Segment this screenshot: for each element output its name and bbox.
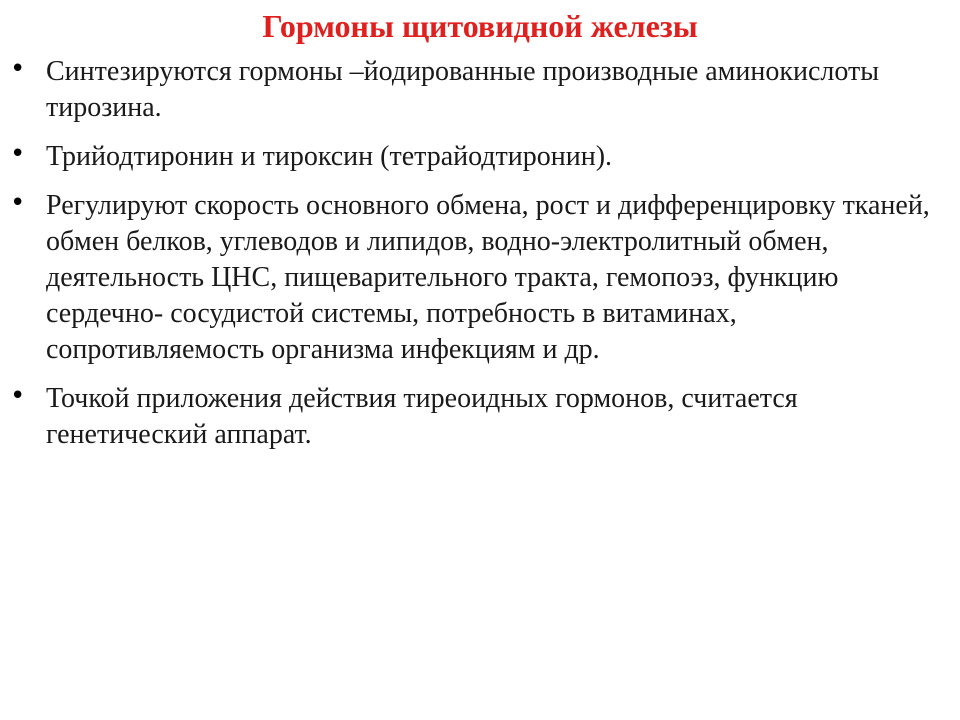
bullet-text: Регулируют скорость основного обмена, рост и дифференцировку тканей, обмен белков, углеводов и липидов, водно-электролитный обмен, деятельность ЦНС, пищеварительного тракта, гемопоэз, функцию сердечно- сосудистой системы, потребность в витаминах, сопротивляемость организма инфекциям и др. — [46, 190, 930, 365]
bullet-item — [0, 139, 960, 175]
bullet-text: Синтезируются гормоны –йодированные производные аминокислоты тирозина. — [46, 56, 880, 123]
bullet-text: Точкой приложения действия тиреоидных гормонов, считается генетический аппарат. — [46, 383, 798, 450]
bullet-dot-icon: • — [10, 54, 26, 84]
bullet-text: Трийодтиронин и тироксин (тетрайодтиронин). — [46, 141, 613, 172]
bullet-list — [0, 54, 960, 466]
slide-title: Гормоны щитовидной железы — [262, 8, 698, 44]
bullet-dot-icon: • — [10, 188, 26, 218]
bullet-dot-icon: • — [10, 381, 26, 411]
bullet-dot-icon: • — [10, 139, 26, 169]
bullet-item — [0, 188, 960, 368]
bullet-item — [0, 54, 960, 126]
bullet-item — [0, 381, 960, 453]
